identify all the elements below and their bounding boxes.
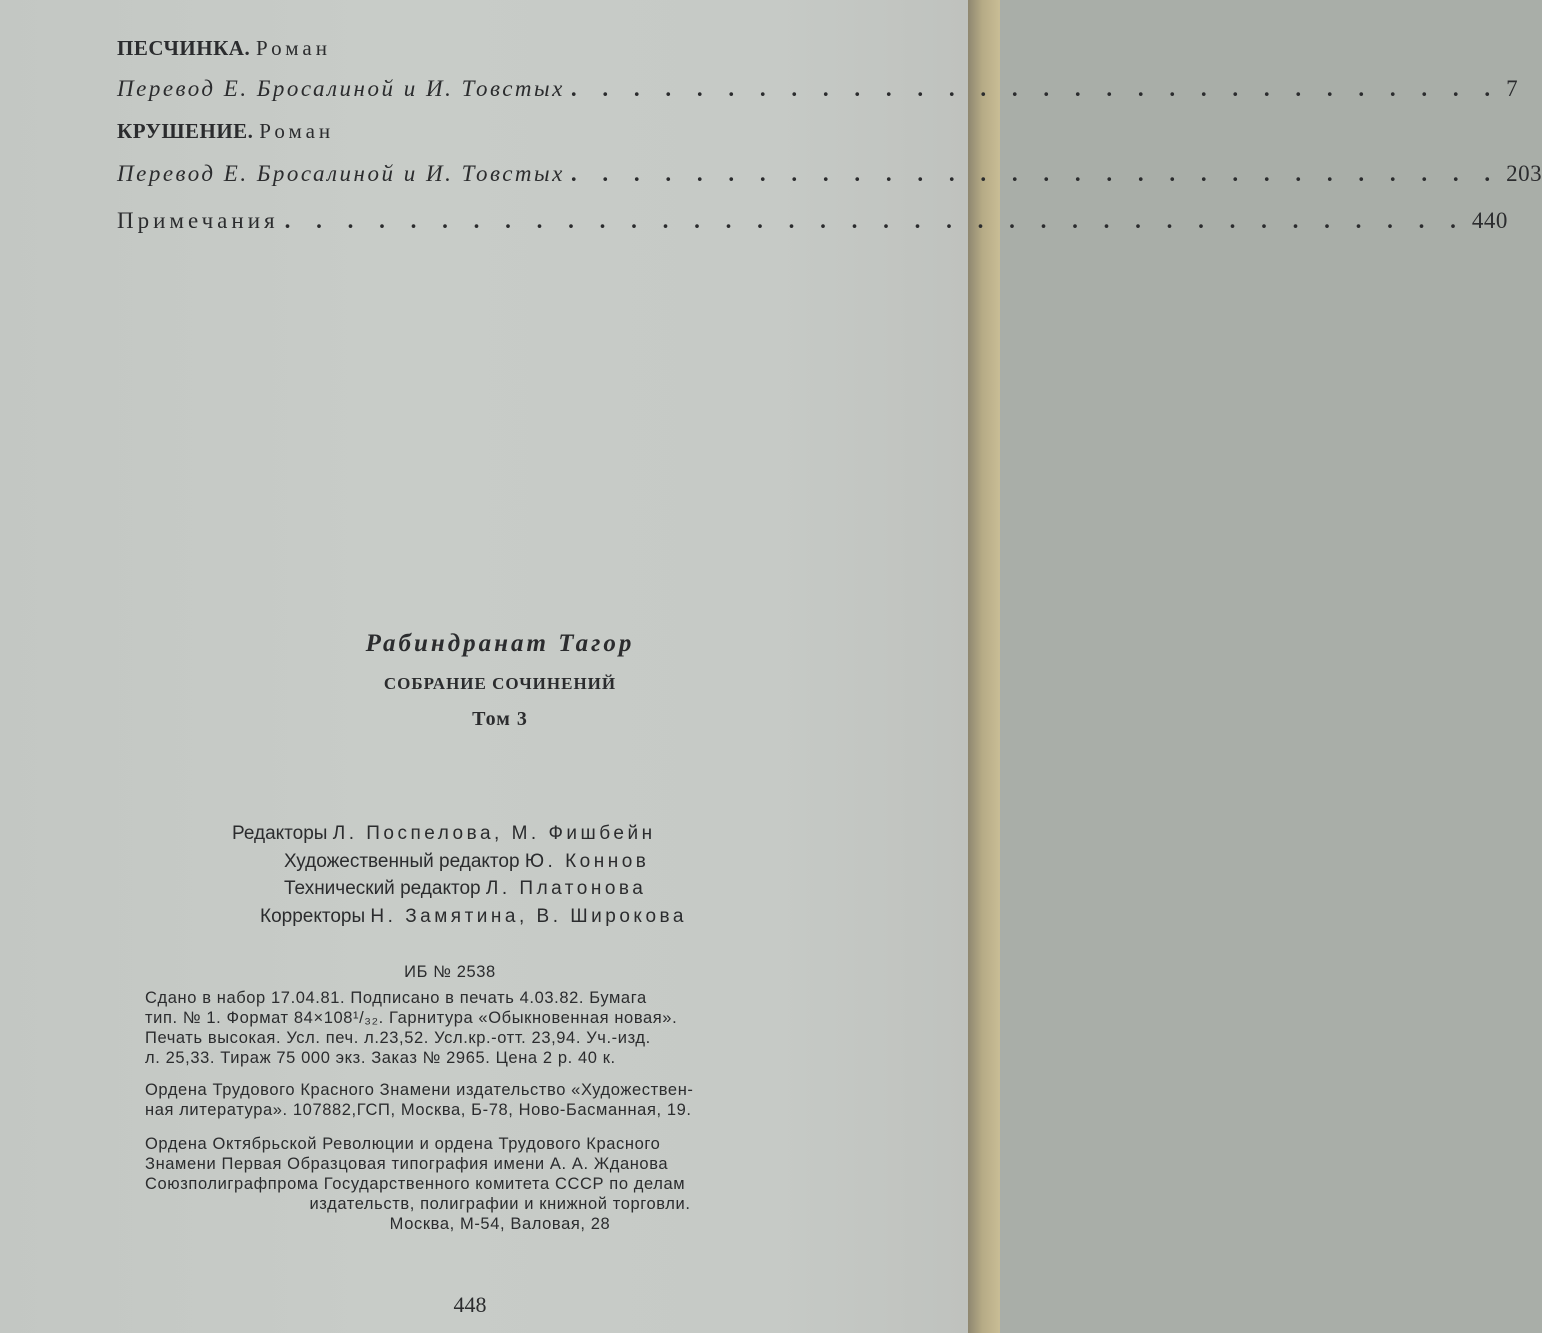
imprint-specs-line: л. 25,33. Тираж 75 000 экз. Заказ № 2965. Цена 2 р. 40 к. bbox=[145, 1049, 616, 1067]
toc-entry-1-translation: Перевод Е. Бросалиной и И. Товстых bbox=[117, 76, 565, 101]
printer-address: Москва, М-54, Валовая, 28 bbox=[389, 1215, 611, 1233]
credit-line bbox=[232, 875, 687, 903]
toc-entry-2-name: КРУШЕНИЕ. bbox=[117, 119, 254, 143]
imprint-specs-line: Печать высокая. Усл. печ. л.23,52. Усл.кр.-отт. 23,94. Уч.-изд. bbox=[145, 1029, 651, 1047]
printer-line: издательств, полиграфии и книжной торговли. bbox=[309, 1195, 691, 1213]
credit-names: Ю. Коннов bbox=[524, 850, 650, 872]
credit-role: Редакторы bbox=[232, 823, 328, 844]
toc-entry-2-translation: Перевод Е. Бросалиной и И. Товстых bbox=[117, 161, 565, 186]
toc-entry-1-title bbox=[117, 36, 331, 61]
credit-line bbox=[232, 820, 687, 848]
imprint-specs-line: тип. № 1. Формат 84×108¹/₃₂. Гарнитура «Обыкновенная новая». bbox=[145, 1009, 678, 1027]
ib-number: ИБ № 2538 bbox=[404, 963, 496, 981]
toc-notes-line bbox=[117, 208, 1508, 234]
collection-title: СОБРАНИЕ СОЧИНЕНИЙ bbox=[383, 674, 617, 693]
toc-entry-2-page: 203 bbox=[1506, 161, 1542, 186]
publisher-line: ная литература». 107882,ГСП, Москва, Б-78, Ново-Басманная, 19. bbox=[145, 1101, 692, 1119]
toc-leader-dots: . . . . . . . . . . . . . . . . . . . . . . . . . . . . . . . . . . . . . . bbox=[284, 208, 1466, 233]
toc-entry-1-line bbox=[117, 76, 1519, 102]
credit-line bbox=[232, 903, 687, 931]
toc-entry-1-genre: Роман bbox=[255, 36, 331, 60]
credit-names: Н. Замятина, В. Широкова bbox=[370, 905, 687, 927]
toc-entry-2-line bbox=[117, 161, 1542, 187]
imprint bbox=[145, 962, 915, 1234]
toc-leader-dots: . . . . . . . . . . . . . . . . . . . . . . . . . . . . . . bbox=[570, 76, 1501, 101]
credit-role: Технический редактор bbox=[284, 878, 481, 899]
printer-line: Знамени Первая Образцовая типография имени А. А. Жданова bbox=[145, 1155, 669, 1173]
credit-names: Л. Платонова bbox=[485, 878, 647, 899]
toc-notes-page: 440 bbox=[1471, 208, 1508, 233]
toc-notes-label: Примечания bbox=[117, 208, 279, 233]
toc-entry-2-title bbox=[117, 119, 334, 144]
credit-role: Корректоры bbox=[260, 905, 366, 927]
printer-line: Союзполиграфпрома Государственного комитета СССР по делам bbox=[145, 1175, 686, 1193]
editorial-credits bbox=[232, 820, 687, 930]
volume-number: Том 3 bbox=[472, 708, 528, 730]
credit-names: Л. Поспелова, М. Фишбейн bbox=[332, 823, 656, 844]
toc-entry-1-name: ПЕСЧИНКА. bbox=[117, 36, 251, 60]
publisher-line: Ордена Трудового Красного Знамени издательство «Художествен- bbox=[145, 1081, 694, 1099]
toc-entry-1-page: 7 bbox=[1506, 76, 1519, 101]
toc-entry-2-genre: Роман bbox=[259, 119, 335, 143]
printer-line: Ордена Октябрьской Революции и ордена Трудового Красного bbox=[145, 1135, 661, 1153]
title-block bbox=[0, 630, 1000, 731]
credit-role: Художественный редактор bbox=[284, 850, 520, 872]
page-number: 448 bbox=[453, 1292, 487, 1317]
imprint-specs-line: Сдано в набор 17.04.81. Подписано в печать 4.03.82. Бумага bbox=[145, 989, 647, 1007]
toc-leader-dots: . . . . . . . . . . . . . . . . . . . . . . . . . . . . . . bbox=[570, 161, 1501, 186]
author-name: Рабиндранат Тагор bbox=[365, 630, 635, 657]
credit-line bbox=[232, 848, 687, 876]
